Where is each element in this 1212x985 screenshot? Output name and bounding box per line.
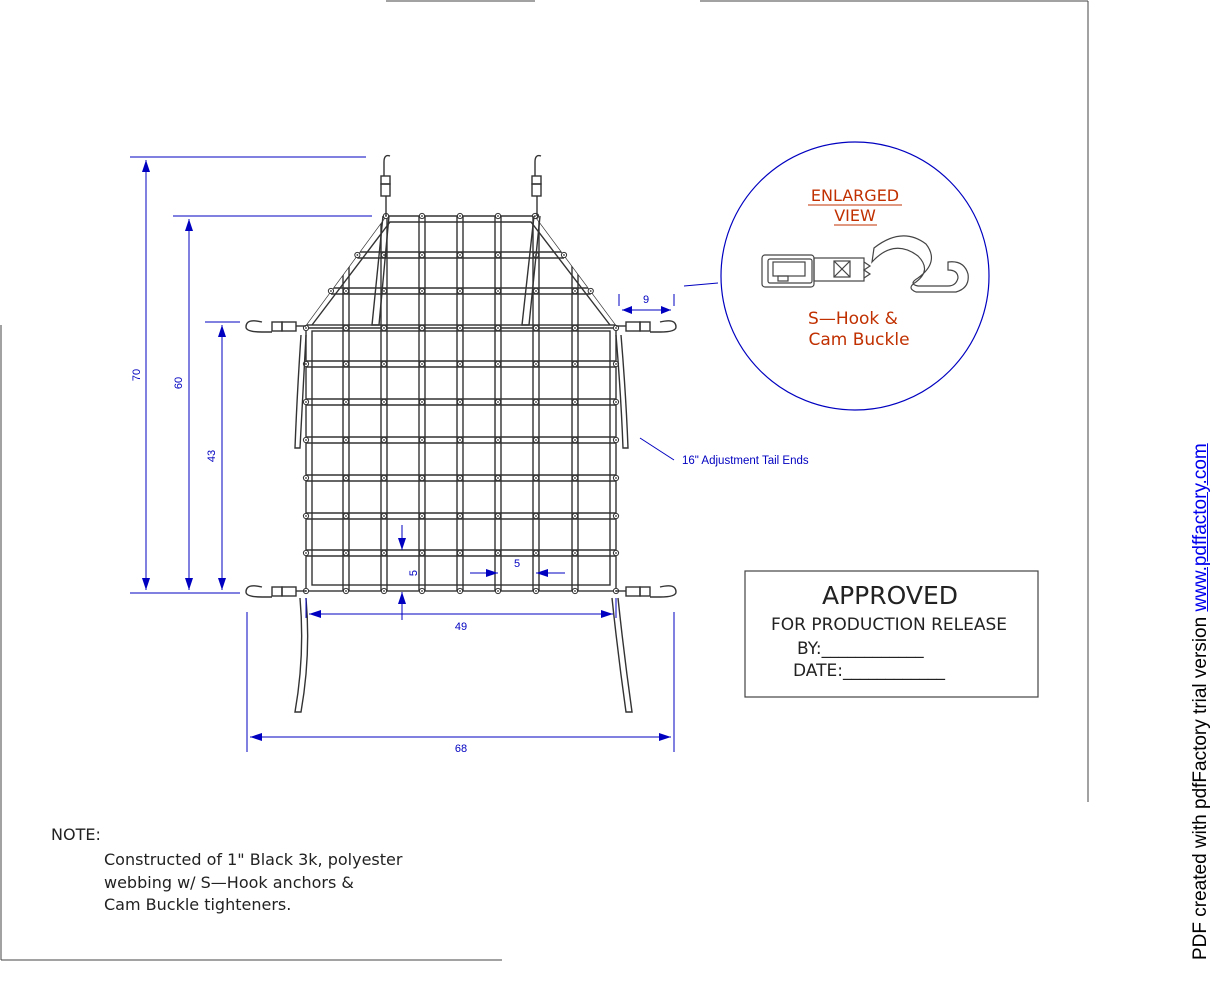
tail-end-right-upper [616, 335, 628, 448]
dim-overall-width: 68 [454, 743, 468, 755]
s-hook-bottom-left [246, 586, 306, 597]
s-hook-bottom-right [616, 586, 676, 597]
enlarged-view-caption-2: Cam Buckle [808, 330, 910, 350]
net-grid [0, 0, 700, 591]
tail-end-left-upper [295, 335, 306, 448]
note-line-1: Constructed of 1" Black 3k, polyester [104, 850, 403, 869]
note-heading: NOTE: [51, 825, 101, 844]
dim-net-width: 49 [454, 621, 468, 633]
dim-cell-width: 5 [513, 558, 521, 570]
approval-date: DATE:____________ [793, 661, 945, 681]
approval-title: APPROVED [821, 581, 959, 610]
watermark-link[interactable]: www.pdffactory.com [1190, 443, 1211, 612]
tail-end-right-lower [612, 598, 632, 712]
tail-ends-callout: 16" Adjustment Tail Ends [682, 455, 809, 467]
enlarged-view [721, 142, 989, 410]
dim-net-height: 60 [173, 376, 185, 390]
pdffactory-watermark [1190, 443, 1212, 960]
cargo-net [0, 0, 700, 712]
enlarged-view-title-1: ENLARGED [810, 186, 900, 205]
approval-by: BY:____________ [797, 639, 924, 659]
s-hook-detail [872, 236, 968, 292]
dim-cell-height: 5 [408, 569, 420, 577]
dim-side-offset: 9 [642, 294, 650, 306]
note-block [51, 825, 403, 914]
approval-stamp [745, 571, 1038, 697]
note-line-3: Cam Buckle tighteners. [104, 895, 292, 914]
cam-buckle-detail [762, 255, 870, 287]
enlarged-view-title-2: VIEW [834, 206, 876, 225]
note-line-2: webbing w/ S—Hook anchors & [104, 873, 354, 892]
dim-overall-height: 70 [131, 368, 143, 382]
watermark-text: PDF created with pdfFactory trial version [1190, 611, 1211, 960]
dim-side-anchor-height: 43 [206, 449, 218, 463]
enlarged-view-caption-1: S—Hook & [808, 309, 898, 329]
approval-line-1: FOR PRODUCTION RELEASE [770, 615, 1008, 635]
